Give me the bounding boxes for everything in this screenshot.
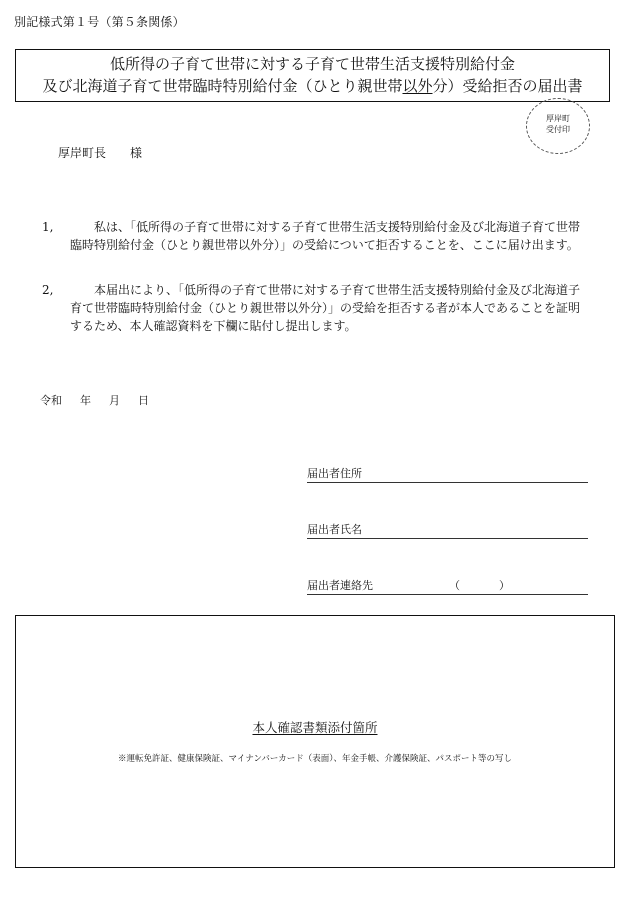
statement-paragraph-1 xyxy=(42,218,587,254)
phone-paren-open: （ xyxy=(449,579,460,592)
applicant-contact-label: 届出者連絡先 xyxy=(307,579,373,592)
date-month[interactable]: 月 xyxy=(109,394,120,407)
title-line-1: 低所得の子育て世帯に対する子育て世帯生活支援特別給付金 xyxy=(109,55,515,73)
id-document-attachment-area[interactable] xyxy=(15,615,615,868)
statement-paragraph-2 xyxy=(42,281,587,335)
applicant-address-label: 届出者住所 xyxy=(307,467,362,480)
id-attachment-note: ※運転免許証、健康保険証、マイナンバーカード（表面）、年金手帳、介護保険証、パスポート等の写し xyxy=(118,754,512,764)
document-title xyxy=(15,49,610,102)
addressee-honorific: 様 xyxy=(130,146,143,160)
applicant-name-field[interactable] xyxy=(307,522,588,539)
date-day[interactable]: 日 xyxy=(138,394,149,407)
form-number-label: 別記様式第１号（第５条関係） xyxy=(14,15,185,29)
title-line-2-end: 分）受給拒否の届出書 xyxy=(432,77,583,95)
date-year[interactable]: 年 xyxy=(80,394,91,407)
applicant-contact-field[interactable] xyxy=(307,578,588,595)
id-attachment-title: 本人確認書類添付箇所 xyxy=(252,720,378,735)
title-underlined-word: 以外 xyxy=(402,77,433,95)
date-era: 令和 xyxy=(40,394,62,407)
title-line-2 xyxy=(16,75,609,97)
addressee xyxy=(58,144,142,161)
paragraph-number: 1, xyxy=(42,220,54,234)
paragraph-text: 本届出により、「低所得の子育て世帯に対する子育て世帯生活支援特別給付金及び北海道子育て世帯臨時特別給付金（ひとり親世帯以外分）」の受給を拒否する者が本人であることを証明するため、本人確認資料を下欄に貼付し提出します。 xyxy=(70,283,581,333)
paragraph-text: 私は、「低所得の子育て世帯に対する子育て世帯生活支援特別給付金及び北海道子育て世帯臨時特別給付金（ひとり親世帯以外分）」の受給について拒否することを、ここに届け出ます。 xyxy=(70,220,581,252)
title-line-2-start: 及び北海道子育て世帯臨時特別給付金（ひとり親世帯 xyxy=(42,77,403,95)
addressee-name: 厚岸町長 xyxy=(58,146,107,160)
stamp-receipt-label: 受付印 xyxy=(546,125,570,134)
applicant-address-field[interactable] xyxy=(307,466,588,483)
phone-paren-close: ） xyxy=(499,579,510,592)
reception-stamp-area xyxy=(526,98,590,154)
stamp-town-label: 厚岸町 xyxy=(546,114,570,123)
date-line xyxy=(40,392,167,408)
applicant-name-label: 届出者氏名 xyxy=(307,523,362,536)
paragraph-number: 2, xyxy=(42,283,54,297)
